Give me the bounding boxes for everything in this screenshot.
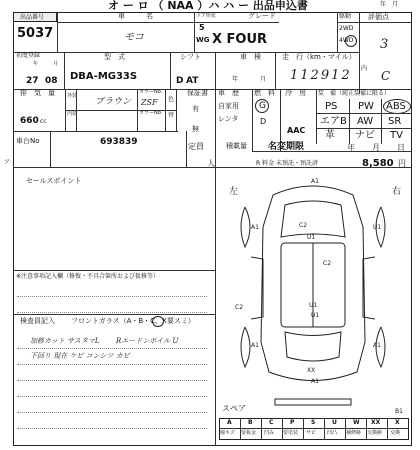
equip-abs-circle	[383, 99, 411, 114]
mark-rr: A1	[373, 342, 381, 349]
mileage: 112912	[290, 68, 352, 83]
mark-hood: C2	[299, 222, 308, 229]
equip-pw: PW	[358, 101, 374, 112]
equip-aw: AW	[357, 116, 374, 127]
mark-corner: B1	[395, 408, 403, 415]
equip-tv: TV	[390, 130, 403, 141]
model-code: DBA-MG33S	[70, 71, 138, 82]
lot-no: 5037	[17, 26, 54, 41]
drive-4wd: 4WD	[339, 37, 354, 44]
mark-roof-2: U1	[309, 302, 318, 309]
recycle-status: R 料金 未預託・預託済	[256, 160, 318, 167]
color: ブラウン	[95, 97, 132, 107]
first-reg-year: 27	[26, 76, 39, 86]
mark-rear: XX	[307, 367, 316, 374]
diagram-left-label: 左	[229, 187, 239, 197]
sheet-banner: オ ー ロ （ NAA ）ハ ハ ー 出品申込書	[108, 0, 308, 12]
color-no: ZSF	[141, 98, 158, 107]
mark-rf-fender: U1	[373, 224, 382, 231]
mark-hood-2: U1	[307, 234, 316, 241]
equip-sr: SR	[388, 116, 402, 127]
sales-point-label: セールスポイント	[26, 177, 82, 185]
mark-bumper: A1	[311, 378, 319, 385]
inspector-note-1: 加修カット サスタマL	[30, 337, 100, 345]
lot-no-label-cell: 出品番号	[13, 12, 57, 22]
door-count: 5	[199, 23, 205, 32]
mark-roof: C2	[323, 260, 332, 267]
mark-lr: A1	[251, 342, 259, 349]
fuel-circle	[255, 99, 269, 113]
windshield-circle	[152, 316, 164, 327]
side-mark: ア	[4, 159, 11, 166]
equip-abs: ABS	[386, 101, 406, 112]
car-name: モコ	[124, 32, 144, 43]
windshield-label: フロントガラス（A・B・C、X要スミ）	[71, 317, 195, 325]
spare-label: スペア	[222, 404, 246, 413]
notes-label: ※注意事項記入欄（修復・不具合箇所および仮修等）	[16, 273, 160, 280]
mark-front: A1	[311, 178, 319, 185]
score: 3	[380, 37, 389, 52]
inspector-note-3: 下回り 現在 ケビ コンシツ カビ	[30, 352, 130, 360]
usage-own: 自家用	[218, 102, 239, 110]
mark-lf-fender: A1	[251, 224, 259, 231]
interior-score: C	[381, 69, 391, 83]
inspector-note-2: Rエードンポイル U	[116, 337, 179, 345]
equip-navi: ナビ	[355, 130, 375, 141]
fuel-gasoline: G	[259, 101, 266, 111]
car-name-label: 車 名	[118, 12, 153, 20]
shift: AT	[186, 76, 199, 86]
drive-4wd-circle	[345, 35, 357, 47]
grade-label: グレード	[248, 12, 276, 20]
banner-date: 年 月	[380, 1, 399, 8]
diagram-right-label: 右	[392, 187, 402, 197]
cooler-aac: AAC	[287, 126, 306, 135]
equip-ps: PS	[325, 101, 338, 112]
equip-airbag: エアB	[320, 116, 347, 127]
displacement: 660	[20, 116, 39, 126]
mark-left-side: C2	[235, 304, 244, 311]
chassis-no: 693839	[100, 137, 138, 147]
auction-sheet: オ ー ロ （ NAA ）ハ ハ ー 出品申込書 年 月 出品番号 5037 車 名 モコ ドア形状 5 WG グレード X FOUR 駆動 2WD 4WD 評価点 3 初度登録 年 月 27 08 型 式 DBA-MG33S シフト D AT 車 検 年 月 走 行（km・マイル） 112912 内 C 排 気 量 660 cc 外装 内装 ブラウン カラーNo. ZSF カラーNo. 色 替 保証書 有 無 車 歴 自家用 レンタ 燃 料 G D 冷 房 AAC 装 備（純正装備に限る） PS PW ABS エアB AW SR 革 ナビ TV 車台No 693839 定員 人 積載量 名変期限 年 月 日 R 料金 未預託・預託済 8,580 円 ア セールスポイント ※注意事項記入欄（修復・不具合箇所および仮修等） 検査員記入 フロントガラス（A・B・C、X要スミ） 加修カット サスタマL Rエードンポイル U 下回り 現在 ケビ コンシツ カビ 左 右 A1 A1 U1 C2 U1 C2 C2 U1 U1 A1 A1 XX A1 B1 スペア A B C P S U W XX X 線キズ 要板金 凹み 要塗装 サビ 凹凸 補修跡 交換跡 交換	[0, 0, 420, 450]
grade: X FOUR	[212, 32, 268, 47]
recycle-fee: 8,580	[362, 158, 394, 169]
mark-roof-3: U1	[311, 312, 320, 319]
first-reg-month: 08	[45, 76, 58, 86]
name-change-label: 名変期限	[268, 142, 305, 152]
equip-leather: 革	[325, 130, 335, 141]
